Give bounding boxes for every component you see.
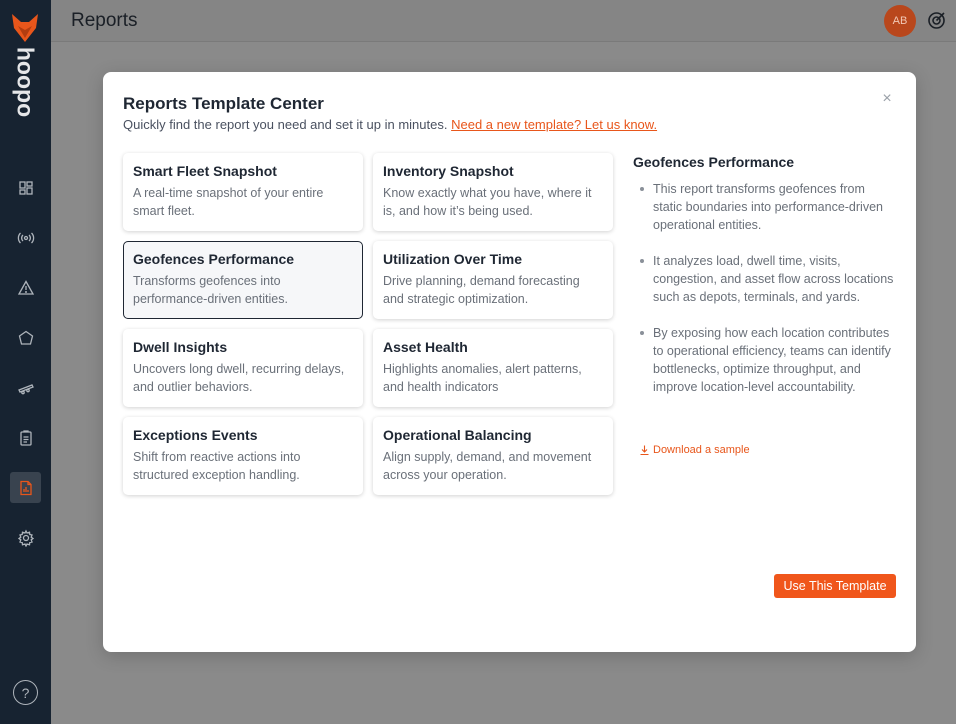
template-card-geofences-performance[interactable] bbox=[123, 241, 363, 319]
template-card-desc: Highlights anomalies, alert patterns, and health indicators bbox=[383, 362, 582, 394]
template-card-title: Operational Balancing bbox=[383, 427, 532, 443]
modal-subtitle-text: Quickly find the report you need and set it up in minutes. bbox=[123, 117, 448, 132]
sidebar-item-assets[interactable] bbox=[10, 372, 41, 403]
topbar bbox=[51, 0, 956, 42]
sidebar-item-devices[interactable] bbox=[10, 222, 41, 253]
reports-icon bbox=[17, 479, 35, 497]
template-card-title: Asset Health bbox=[383, 339, 468, 355]
template-card-desc: Align supply, demand, and movement across your operation. bbox=[383, 450, 592, 482]
logo-text: hoopo bbox=[12, 46, 39, 118]
signal-icon bbox=[17, 229, 35, 247]
template-card-inventory-snapshot[interactable] bbox=[373, 153, 613, 231]
template-card-title: Smart Fleet Snapshot bbox=[133, 163, 277, 179]
detail-bullet: By exposing how each location contributes to operational efficiency, teams can identify bottlenecks, optimize throughput, and improve location-level accountability. bbox=[633, 324, 895, 396]
template-card-utilization-over-time[interactable] bbox=[373, 241, 613, 319]
fox-logo-icon bbox=[12, 14, 38, 42]
help-button[interactable] bbox=[13, 680, 38, 705]
sidebar-item-reports[interactable] bbox=[10, 472, 41, 503]
template-card-desc: Uncovers long dwell, recurring delays, and outlier behaviors. bbox=[133, 362, 345, 394]
sidebar-item-tasks[interactable] bbox=[10, 422, 41, 453]
help-label: ? bbox=[21, 684, 30, 701]
template-card-operational-balancing[interactable] bbox=[373, 417, 613, 495]
template-card-desc: Shift from reactive actions into structured exception handling. bbox=[133, 450, 301, 482]
modal-subtitle bbox=[123, 117, 657, 132]
download-label: Download a sample bbox=[653, 444, 750, 456]
logo[interactable] bbox=[0, 0, 51, 120]
template-card-title: Utilization Over Time bbox=[383, 251, 522, 267]
sidebar-item-geofences[interactable] bbox=[10, 322, 41, 353]
template-card-title: Inventory Snapshot bbox=[383, 163, 514, 179]
template-card-desc: A real-time snapshot of your entire smart fleet. bbox=[133, 186, 324, 218]
template-card-title: Dwell Insights bbox=[133, 339, 228, 355]
detail-bullet: It analyzes load, dwell time, visits, congestion, and asset flow across locations such as depots, terminals, and yards. bbox=[633, 252, 895, 306]
alert-icon bbox=[17, 279, 35, 297]
template-card-desc: Drive planning, demand forecasting and strategic optimization. bbox=[383, 274, 580, 306]
template-card-smart-fleet-snapshot[interactable] bbox=[123, 153, 363, 231]
dashboard-icon bbox=[17, 179, 35, 197]
use-template-button[interactable]: Use This Template bbox=[774, 574, 896, 598]
detail-bullets bbox=[633, 180, 895, 396]
gear-icon bbox=[17, 529, 35, 547]
request-template-link[interactable]: Need a new template? Let us know. bbox=[451, 117, 658, 132]
template-center-modal bbox=[103, 72, 916, 652]
sidebar-item-settings[interactable] bbox=[10, 522, 41, 553]
sidebar-item-dashboard[interactable] bbox=[10, 172, 41, 203]
modal-title: Reports Template Center bbox=[123, 94, 324, 113]
template-card-exceptions-events[interactable] bbox=[123, 417, 363, 495]
template-card-title: Exceptions Events bbox=[133, 427, 258, 443]
template-card-asset-health[interactable] bbox=[373, 329, 613, 407]
detail-title: Geofences Performance bbox=[633, 154, 795, 170]
geofence-icon bbox=[17, 329, 35, 347]
template-card-desc: Transforms geofences into performance-driven entities. bbox=[133, 274, 288, 306]
clipboard-icon bbox=[17, 429, 35, 447]
detail-bullet: This report transforms geofences from static boundaries into performance-driven operational entities. bbox=[633, 180, 895, 234]
download-icon bbox=[640, 445, 649, 455]
template-card-title: Geofences Performance bbox=[133, 251, 295, 267]
template-card-desc: Know exactly what you have, where it is, and how it’s being used. bbox=[383, 186, 592, 218]
template-detail-panel bbox=[633, 154, 895, 414]
template-card-dwell-insights[interactable] bbox=[123, 329, 363, 407]
sidebar bbox=[0, 0, 51, 724]
target-icon[interactable] bbox=[927, 11, 946, 30]
page-title: Reports bbox=[71, 10, 138, 31]
trailer-icon bbox=[17, 379, 35, 397]
download-sample-link[interactable] bbox=[640, 444, 750, 456]
avatar[interactable]: AB bbox=[884, 5, 916, 37]
close-icon[interactable]: × bbox=[882, 90, 892, 107]
sidebar-item-alerts[interactable] bbox=[10, 272, 41, 303]
